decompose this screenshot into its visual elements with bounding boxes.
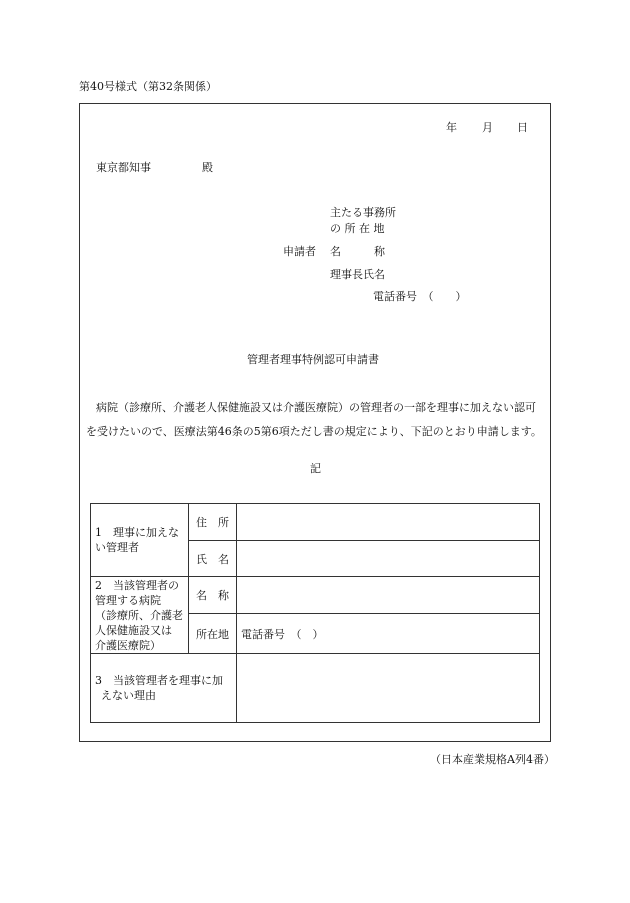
applicant-name-label: 名 称 [330, 245, 385, 258]
row2-heading-line1: 2 当該管理者の [95, 578, 179, 592]
facility-name-field[interactable] [237, 577, 540, 614]
row2-heading-line3: （診療所、介護老 [95, 608, 183, 622]
document-title: 管理者理事特例認可申請書 [247, 353, 379, 366]
applicant-phone-label: 電話番号 （ ） [373, 290, 467, 303]
name-label: 氏 名 [189, 541, 237, 577]
address-label: 住 所 [189, 504, 237, 541]
row2-heading [91, 577, 189, 654]
date-year: 年 [446, 121, 457, 134]
office-label-line1: 主たる事務所 [330, 206, 396, 219]
form-number: 第40号様式（第32条関係） [79, 80, 217, 93]
row3-heading-line1: 3 当該管理者を理事に加 [95, 674, 223, 687]
chairman-name-label: 理事長氏名 [330, 268, 385, 281]
row3-heading-line2: えない理由 [101, 689, 156, 702]
date-month: 月 [482, 121, 493, 134]
paper-size-note: （日本産業規格A列4番） [430, 753, 555, 766]
row1-heading-line2: い管理者 [95, 541, 139, 554]
row3-heading [91, 654, 237, 723]
location-field[interactable] [237, 614, 540, 654]
office-label-line2: の 所 在 地 [330, 222, 385, 235]
row1-heading-line1: 1 理事に加えな [95, 526, 179, 539]
ki-heading: 記 [310, 462, 321, 475]
row2-heading-line4: 人保健施設又は [95, 623, 172, 637]
facility-name-label: 名 称 [189, 577, 237, 614]
date-day: 日 [517, 121, 528, 134]
addressee-name: 東京都知事 [96, 161, 151, 174]
row1-heading [91, 504, 189, 577]
addressee-honorific: 殿 [202, 161, 213, 174]
address-field[interactable] [237, 504, 540, 541]
facility-phone-label: 電話番号 （ ） [241, 627, 324, 641]
reason-field[interactable] [237, 654, 540, 723]
body-line-2: を受けたいので、医療法第46条の5第6項ただし書の規定により、下記のとおり申請します。 [86, 425, 542, 438]
row2-heading-line5: 介護医療院） [95, 638, 161, 652]
row2-heading-line2: 管理する病院 [95, 593, 161, 607]
details-table [90, 503, 540, 723]
body-line-1: 病院（診療所、介護老人保健施設又は介護医療院）の管理者の一部を理事に加えない認可 [96, 401, 536, 414]
name-field[interactable] [237, 541, 540, 577]
location-label: 所在地 [189, 614, 237, 654]
applicant-label: 申請者 [283, 245, 316, 258]
